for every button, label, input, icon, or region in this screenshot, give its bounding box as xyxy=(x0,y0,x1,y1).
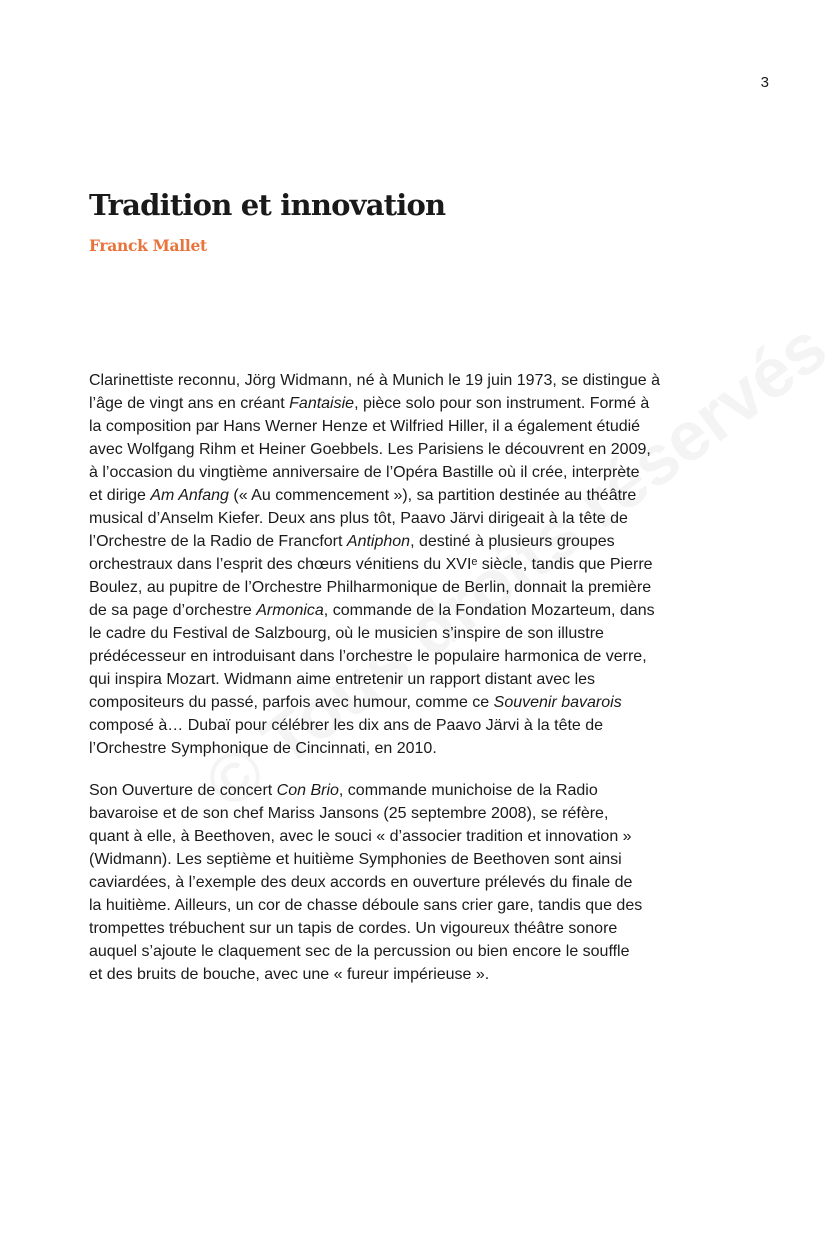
italic-title: Con Brio xyxy=(276,782,339,799)
text-line xyxy=(89,553,739,576)
text-run: Boulez, au pupitre de l’Orchestre Philharmonique de Berlin, donnait la première xyxy=(89,579,652,596)
text-run: l’Orchestre Symphonique de Cincinnati, en 2010. xyxy=(89,740,437,757)
text-run: , pièce solo pour son instrument. Formé à xyxy=(354,395,650,412)
text-run: la composition par Hans Werner Henze et Wilfried Hiller, il a également étudié xyxy=(89,418,641,435)
text-line xyxy=(89,668,739,691)
text-run: Son Ouverture de concert xyxy=(89,782,277,799)
text-run: composé à… Dubaï pour célébrer les dix ans de Paavo Järvi à la tête de xyxy=(89,717,604,734)
article-body xyxy=(89,369,739,1005)
text-run: l’Orchestre de la Radio de Francfort xyxy=(89,533,347,550)
article-author: Franck Mallet xyxy=(89,236,207,255)
text-run: la huitième. Ailleurs, un cor de chasse déboule sans crier gare, tandis que des xyxy=(89,897,643,914)
text-run: et des bruits de bouche, avec une « fureur impérieuse ». xyxy=(89,966,490,983)
text-run: orchestraux dans l’esprit des chœurs vénitiens du XVIᵉ siècle, tandis que Pierre xyxy=(89,556,653,573)
text-line xyxy=(89,940,739,963)
text-run: l’âge de vingt ans en créant xyxy=(89,395,290,412)
text-line xyxy=(89,737,739,760)
text-line xyxy=(89,438,739,461)
text-run: , destiné à plusieurs groupes xyxy=(410,533,615,550)
text-run: (« Au commencement »), sa partition destinée au théâtre xyxy=(228,487,637,504)
text-line xyxy=(89,484,739,507)
text-run: qui inspira Mozart. Widmann aime entretenir un rapport distant avec les xyxy=(89,671,596,688)
text-run: Clarinettiste reconnu, Jörg Widmann, né à Munich le 19 juin 1973, se distingue à xyxy=(89,372,660,389)
text-run: de sa page d’orchestre xyxy=(89,602,257,619)
italic-title: Souvenir bavarois xyxy=(493,694,622,711)
text-run: quant à elle, à Beethoven, avec le souci « d’associer tradition et innovation » xyxy=(89,828,632,845)
text-line xyxy=(89,576,739,599)
text-line xyxy=(89,963,739,986)
italic-title: Antiphon xyxy=(346,533,411,550)
text-line xyxy=(89,714,739,737)
text-line xyxy=(89,392,739,415)
text-run: prédécesseur en introduisant dans l’orchestre le populaire harmonica de verre, xyxy=(89,648,647,665)
italic-title: Armonica xyxy=(256,602,324,619)
text-run: à l’occasion du vingtième anniversaire de l’Opéra Bastille où il crée, interprète xyxy=(89,464,640,481)
text-line xyxy=(89,871,739,894)
paragraph xyxy=(89,369,739,760)
text-line xyxy=(89,507,739,530)
text-run: , commande munichoise de la Radio xyxy=(338,782,598,799)
text-line xyxy=(89,802,739,825)
text-line xyxy=(89,369,739,392)
text-line xyxy=(89,825,739,848)
text-run: trompettes trébuchent sur un tapis de cordes. Un vigoureux théâtre sonore xyxy=(89,920,618,937)
text-run: bavaroise et de son chef Mariss Jansons (25 septembre 2008), se réfère, xyxy=(89,805,609,822)
text-line xyxy=(89,599,739,622)
paragraph xyxy=(89,779,739,986)
text-run: le cadre du Festival de Salzbourg, où le musicien s’inspire de son illustre xyxy=(89,625,604,642)
text-line xyxy=(89,461,739,484)
italic-title: Am Anfang xyxy=(150,487,229,504)
text-run: avec Wolfgang Rihm et Heiner Goebbels. Les Parisiens le découvrent en 2009, xyxy=(89,441,651,458)
text-run: musical d’Anselm Kiefer. Deux ans plus tôt, Paavo Järvi dirigeait à la tête de xyxy=(89,510,628,527)
text-run: (Widmann). Les septième et huitième Symphonies de Beethoven sont ainsi xyxy=(89,851,622,868)
text-line xyxy=(89,691,739,714)
italic-title: Fantaisie xyxy=(289,395,355,412)
text-run: compositeurs du passé, parfois avec humour, comme ce xyxy=(89,694,494,711)
article-title: Tradition et innovation xyxy=(89,188,446,222)
text-line xyxy=(89,415,739,438)
text-run: auquel s’ajoute le claquement sec de la percussion ou bien encore le souffle xyxy=(89,943,630,960)
page-number: 3 xyxy=(760,74,769,91)
text-line xyxy=(89,917,739,940)
text-line xyxy=(89,779,739,802)
text-line xyxy=(89,848,739,871)
text-run: , commande de la Fondation Mozarteum, dans xyxy=(323,602,655,619)
text-line xyxy=(89,894,739,917)
text-run: et dirige xyxy=(89,487,151,504)
text-line xyxy=(89,645,739,668)
text-line xyxy=(89,622,739,645)
text-run: caviardées, à l’exemple des deux accords en ouverture prélevés du finale de xyxy=(89,874,633,891)
text-line xyxy=(89,530,739,553)
